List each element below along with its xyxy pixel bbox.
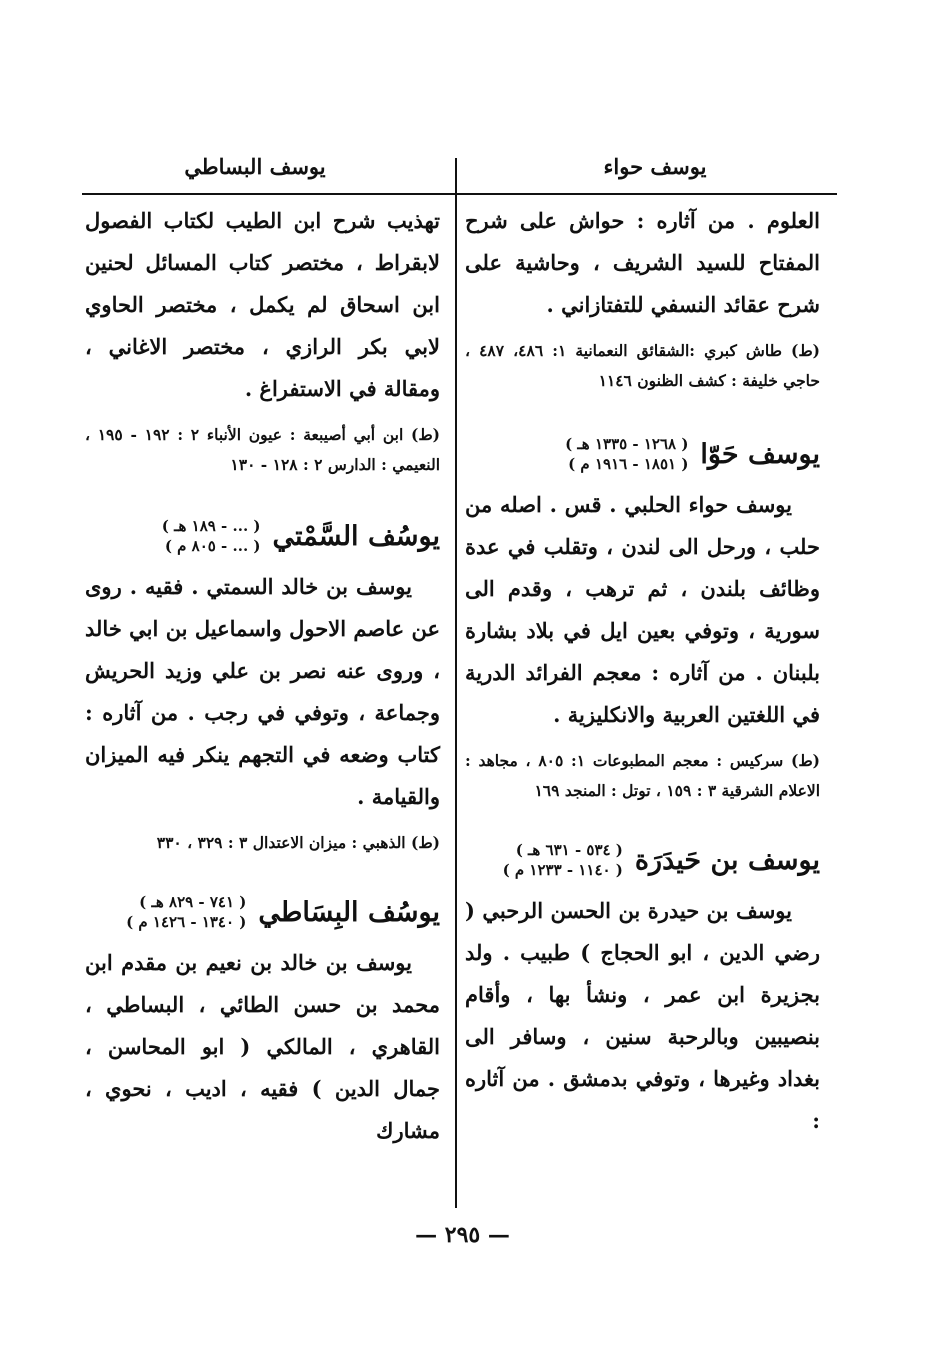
hijri-dates: ( ... - ١٨٩ هـ ) xyxy=(161,517,261,535)
entry-dates xyxy=(565,434,688,474)
reference-note: (ط) طاش كبري :الشقائق النعمانية ١: ٤٨٦، ٤٨٧ ، حاجي خليفة : كشف الظنون ١١٤٦ xyxy=(465,341,820,390)
reference-note: (ط) ابن أبي أصيبعة : عيون الأنباء ٢ : ١٩٢ - ١٩٥ ، النعيمي : الدارس ٢ : ١٢٨ - ١٣٠ xyxy=(85,425,440,474)
hijri-dates: ( ٧٤١ - ٨٢٩ هـ ) xyxy=(139,893,247,911)
entry-name: يوسف بن حَيدَرَة xyxy=(634,844,820,876)
entry-text: يوسف بن خالد السمتي . فقيه . روى عن عاصم الاحول واسماعيل بن ابي خالد ، وروى عنه نصر بن علي وزيد الحريش وجماعة ، وتوفي في رجب . من آثاره : كتاب وضعه في التجهم ينكر فيه الميزان والقيامة . xyxy=(85,574,440,809)
header-rule xyxy=(82,193,837,195)
entry-heading-samti xyxy=(85,516,440,556)
continuation-text: تهذيب شرح ابن الطيب لكتاب الفصول لابقراط ، مختصر كتاب المسائل لحنين ابن اسحاق لم يكمل ، مختصر الحاوي لابي بكر الرازي ، مختصر الاغاني ، ومقالة في الاستفراغ . xyxy=(85,208,440,401)
entry-heading-hawwa xyxy=(465,434,820,474)
entry-name: يوسف حَوّا xyxy=(700,438,820,470)
hijri-dates: ( ١٢٦٨ - ١٣٣٥ هـ ) xyxy=(565,435,689,453)
entry-text: يوسف حواء الحلبي . قس . اصله من حلب ، ورحل الى لندن ، وتقلب في عدة وظائف بلندن ، ثم ترهب ، وقدم الى سورية ، وتوفي بعين ايل في بلاد بشارة بلبنان . من آثاره : معجم الفرائد الدرية في اللغتين العربية والانكليزية . xyxy=(465,492,820,727)
reference-note: (ط) سركيس : معجم المطبوعات ١: ٨٠٥ ، مجاهد : الاعلام الشرقية ٣ : ١٥٩ ، توتل : المنجد ١٦٩ xyxy=(465,751,820,800)
reference-note: (ط) الذهبي : ميزان الاعتدال ٣ : ٣٢٩ ، ٣٣٠ xyxy=(156,833,440,852)
column-divider xyxy=(455,158,457,1208)
entry-dates xyxy=(162,516,261,556)
entry-dates xyxy=(503,840,623,880)
entry-dates xyxy=(126,892,246,932)
entry-heading-basati xyxy=(85,892,440,932)
left-column xyxy=(85,200,440,1152)
hijri-dates: ( ٥٣٤ - ٦٣١ هـ ) xyxy=(515,841,623,859)
running-head-right: يوسف حواء xyxy=(603,154,707,179)
entry-heading-haydara xyxy=(465,840,820,880)
gregorian-dates: ( ١٣٤٠ - ١٤٢٦ م ) xyxy=(126,913,247,931)
entry-name: يوسُف السَّمْتي xyxy=(272,520,440,552)
gregorian-dates: ( ... - ٨٠٥ م ) xyxy=(164,537,261,555)
gregorian-dates: ( ١٨٥١ - ١٩١٦ م ) xyxy=(568,455,689,473)
page-number: — ٢٩٥ — xyxy=(415,1222,510,1248)
right-column xyxy=(465,200,820,1142)
entry-text: يوسف بن خالد بن نعيم بن مقدم ابن محمد بن حسن الطائي ، البساطي ، القاهري ، المالكي ( ابو المحاسن ، جمال الدين ) فقيه ، اديب ، نحوي ، مشارك xyxy=(85,950,440,1143)
entry-name: يوسُف البِسَاطي xyxy=(258,896,440,928)
gregorian-dates: ( ١١٤٠ - ١٢٣٣ م ) xyxy=(502,861,623,879)
continuation-text: العلوم . من آثاره : حواش على شرح المفتاح للسيد الشريف ، وحاشية على شرح عقائد النسفي للتفتازاني . xyxy=(465,208,820,317)
running-head-left: يوسف البساطي xyxy=(184,154,326,179)
entry-text: يوسف بن حيدرة بن الحسن الرحبي ( رضي الدين ، ابو الحجاج ) طبيب . ولد بجزيرة ابن عمر ، ونشأ بها ، وأقام بنصيبين وبالرحبة سنين ، وسافر الى بغداد وغيرها ، وتوفي بدمشق . من آثاره : xyxy=(465,898,820,1133)
